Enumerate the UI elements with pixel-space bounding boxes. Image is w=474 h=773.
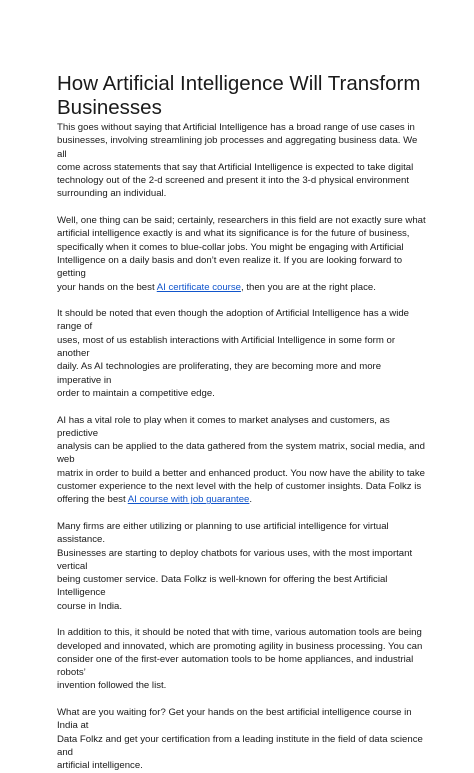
paragraph-2-text: Well, one thing can be said; certainly, researchers in this field are not exactly sure what artificial intelligence exactly is and what its significance is for the future of business, specifically when it comes to blue-collar jobs. You might be engaging with Artificial Intelligence on a daily basis and don’t even realize it. If you are looking forward to getting your hands on the best	[57, 215, 426, 293]
paragraph-3-text: It should be noted that even though the adoption of Artificial Intelligence has a wide range of uses, most of us establish interactions with Artificial Intelligence in some form or another daily. As AI technologies are proliferating, they are becoming more and more imperative in order to maintain a competitive edge.	[57, 308, 410, 399]
paragraph-6	[57, 626, 427, 692]
document-title: How Artificial Intelligence Will Transform Businesses	[57, 72, 421, 119]
paragraph-2	[57, 214, 427, 294]
paragraph-6-text: In addition to this, it should be noted that with time, various automation tools are being developed and innovated, which are promoting agility in business processing. You can consider one of the first-ever automation tools to be home appliances, and industrial robots’ invention followed the list.	[57, 627, 423, 692]
paragraph-4	[57, 414, 427, 507]
paragraph-4-text-end: .	[249, 494, 253, 506]
paragraph-1	[57, 121, 427, 201]
paragraph-7	[57, 706, 427, 772]
paragraph-5-text: Many firms are either utilizing or planning to use artificial intelligence for virtual assistance. Businesses are starting to deploy chatbots for various uses, with the most important vertical being customer service. Data Folkz is well-known for offering the best Artificial Intelligence course in India.	[57, 520, 413, 612]
paragraph-4-text: AI has a vital role to play when it comes to market analyses and customers, as predictive analysis can be applied to the data gathered from the system matrix, social media, and web matrix in order to build a better and enhanced product. You now have the ability to take customer experience to the next level with the help of customer insights. Data Folkz is offering the best	[57, 414, 426, 506]
paragraph-2-text-end: , then you are at the right place.	[241, 281, 376, 293]
paragraph-5	[57, 520, 427, 613]
paragraph-3	[57, 307, 427, 400]
paragraph-1-text: This goes without saying that Artificial Intelligence has a broad range of use cases in businesses, involving streamlining job processes and aggregating business data. We all come across statements that say that Artificial Intelligence is expected to take digital technology out of the 2-d screened and present it into the 3-d physical environment surrounding an individual.	[57, 122, 418, 200]
ai-course-job-guarantee-link[interactable]: AI course with job guarantee	[127, 494, 250, 506]
document-body	[57, 121, 427, 773]
ai-certificate-course-link[interactable]: AI certificate course	[156, 281, 241, 293]
paragraph-7-text: What are you waiting for? Get your hands on the best artificial intelligence course in India at Data Folkz and get your certification from a leading institute in the field of data science and artificial intelligence.	[57, 707, 423, 772]
